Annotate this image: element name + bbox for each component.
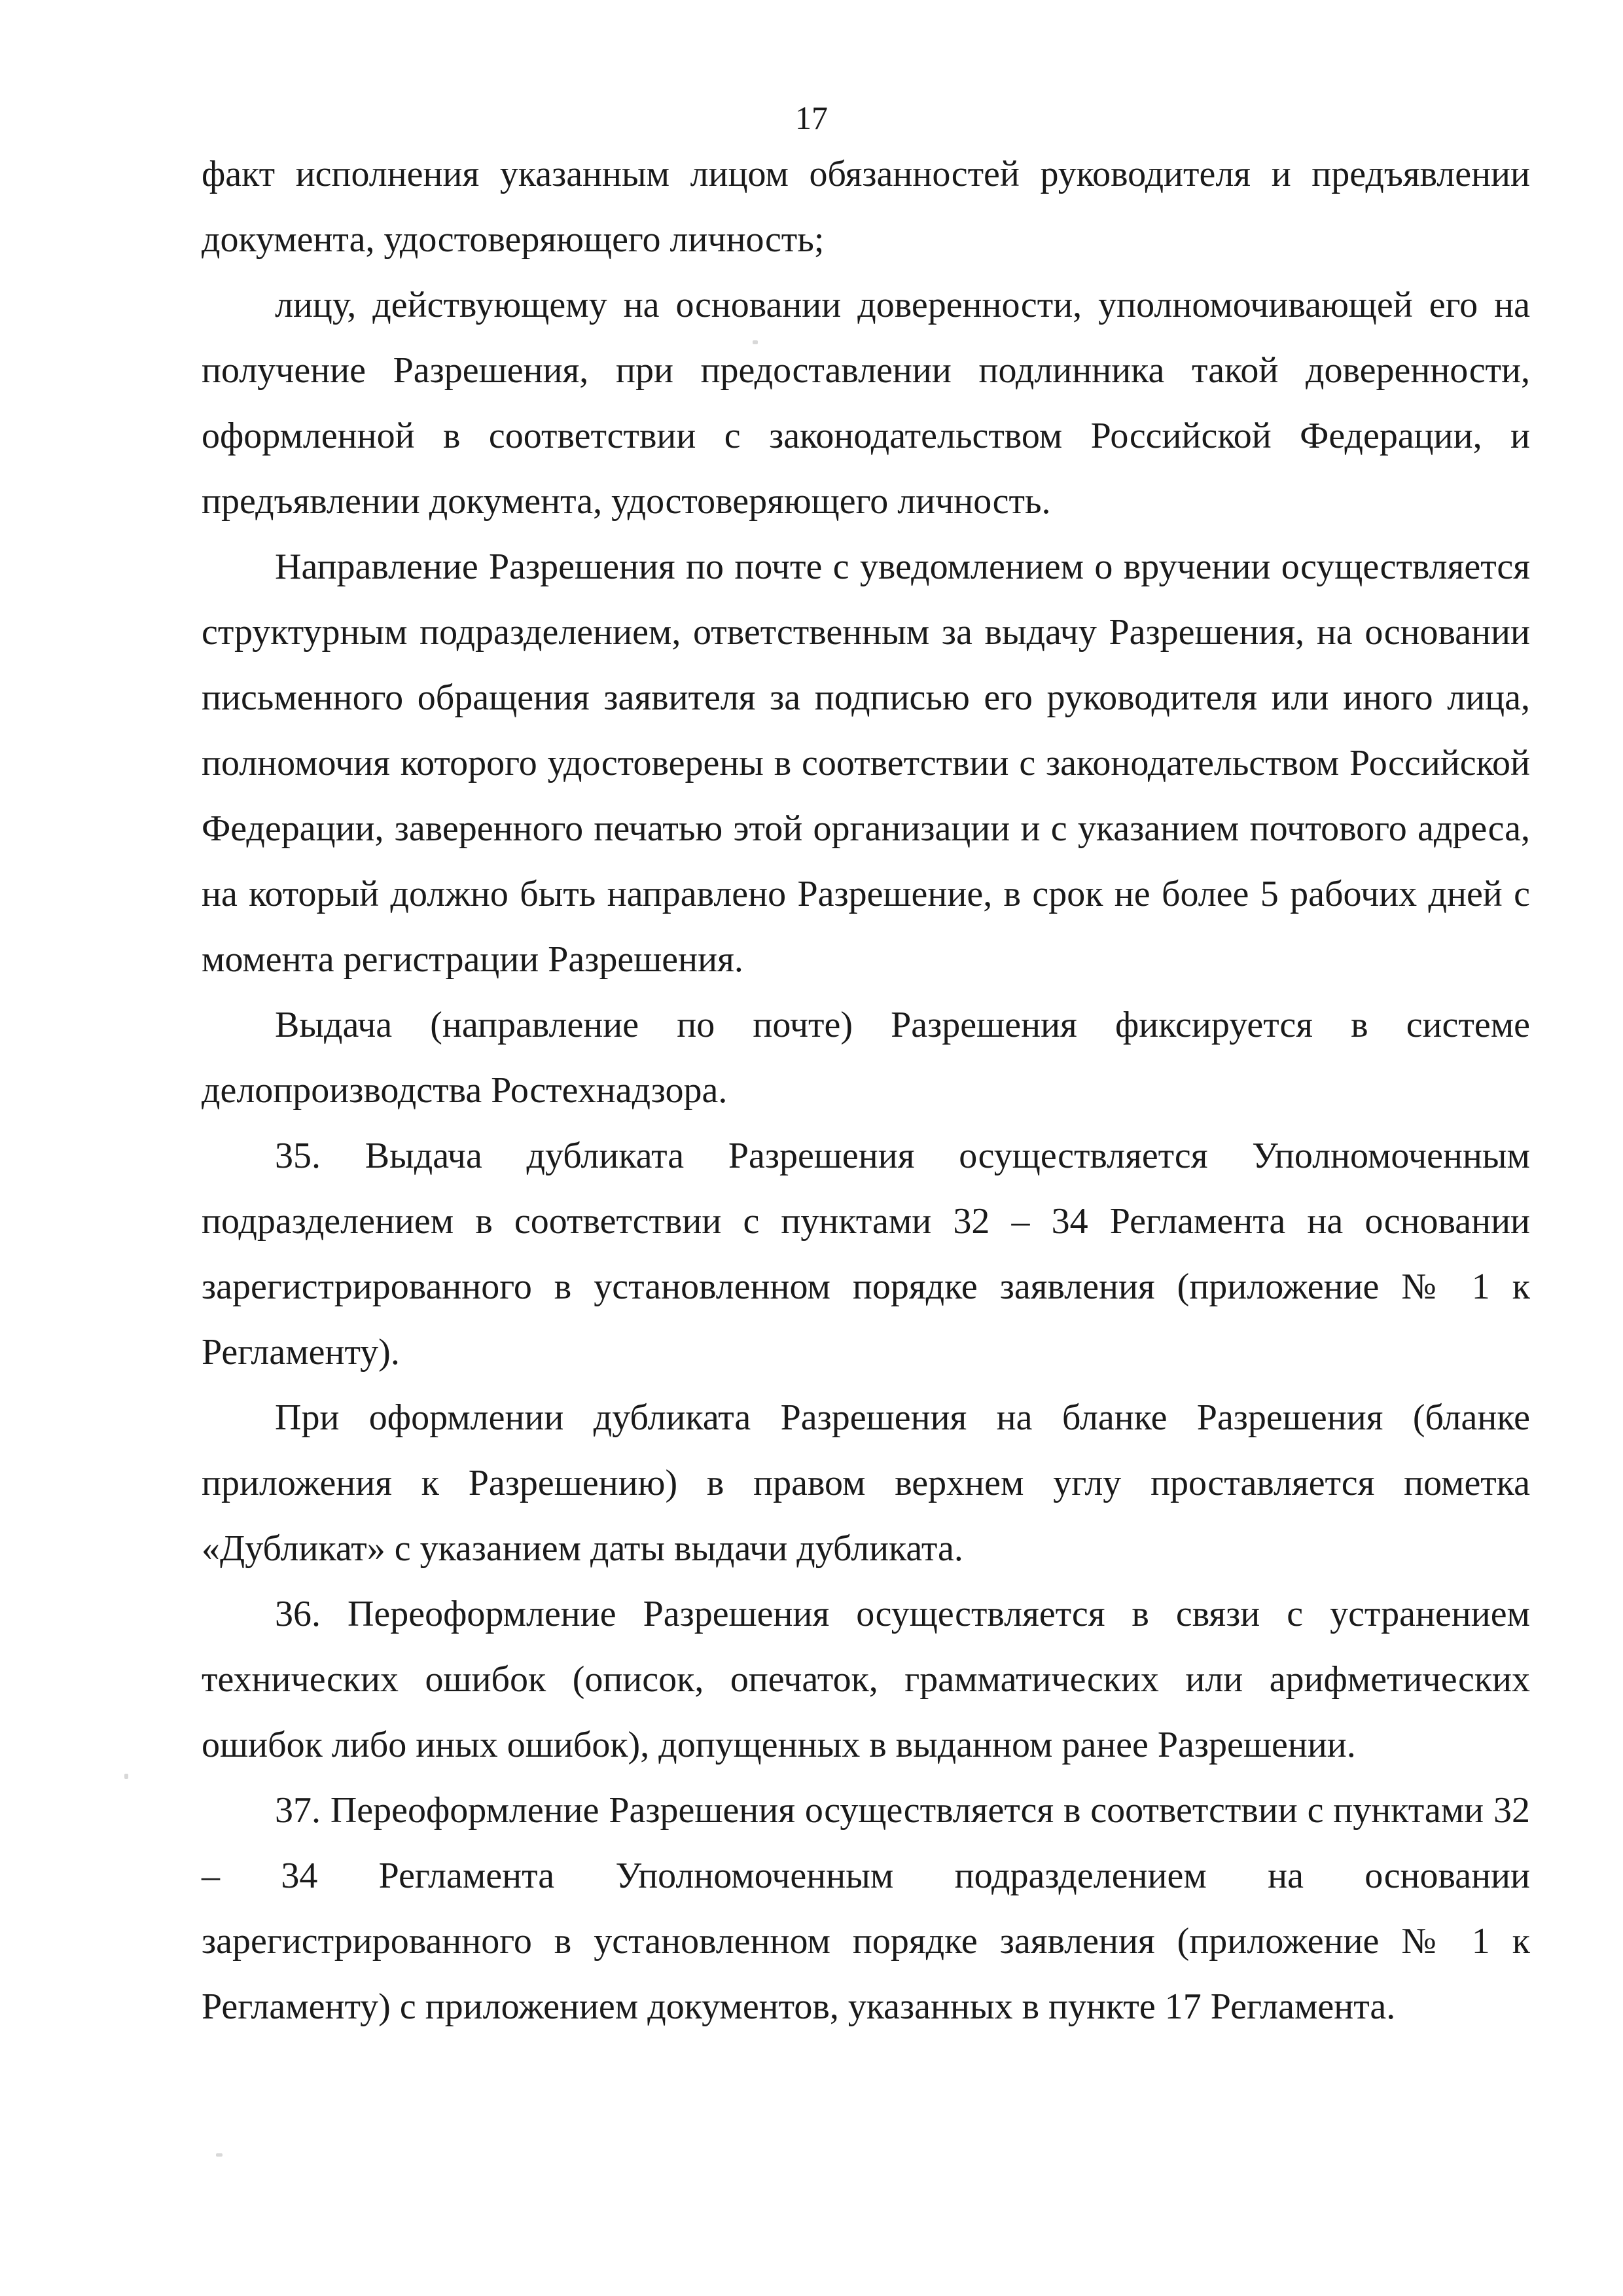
paragraph-duplicate-mark: При оформлении дубликата Разрешения на бланке Разрешения (бланке приложения к Разрешению) в правом верхнем углу проставляется пометка «Дубликат» с указанием даты выдачи дубликата.	[202, 1397, 1530, 1569]
paragraph-power-of-attorney: лицу, действующему на основании доверенности, уполномочивающей его на получение Разрешения, при предоставлении подлинника такой доверенности, оформленной в соответствии с законодательством Российской Федерации, и предъявлении документа, удостоверяющего личность.	[202, 285, 1530, 522]
scan-speck	[124, 1774, 128, 1779]
paragraph-item-35-duplicate: 35. Выдача дубликата Разрешения осуществляется Уполномоченным подразделением в соответствии с пунктами 32 – 34 Регламента на основании зарегистрированного в установленном порядке заявления (приложение № 1 к Регламенту).	[202, 1136, 1530, 1372]
paragraph-item-37-reissue-procedure: 37. Переоформление Разрешения осуществляется в соответствии с пунктами 32 – 34 Регламента Уполномоченным подразделением на основании зарегистрированного в установленном порядке заявления (приложение № 1 к Регламенту) с приложением документов, указанных в пункте 17 Регламента.	[202, 1790, 1530, 2027]
paragraph-issuance-recording: Выдача (направление по почте) Разрешения фиксируется в системе делопроизводства Ростехнадзора.	[202, 1005, 1530, 1111]
paragraph-fact-of-duties: факт исполнения указанным лицом обязанностей руководителя и предъявлении документа, удостоверяющего личность;	[202, 154, 1530, 260]
paragraph-item-36-reissue: 36. Переоформление Разрешения осуществляется в связи с устранением технических ошибок (описок, опечаток, грамматических или арифметических ошибок либо иных ошибок), допущенных в выданном ранее Разрешении.	[202, 1594, 1530, 1765]
scan-speck	[216, 2153, 223, 2157]
page-number: 17	[795, 99, 828, 136]
paragraph-mail-delivery: Направление Разрешения по почте с уведомлением о вручении осуществляется структурным подразделением, ответственным за выдачу Разрешения, на основании письменного обращения заявителя за подписью его руководителя или иного лица, полномочия которого удостоверены в соответствии с законодательством Российской Федерации, заверенного печатью этой организации и с указанием почтового адреса, на который должно быть направлено Разрешение, в срок не более 5 рабочих дней с момента регистрации Разрешения.	[202, 547, 1530, 980]
scan-speck	[753, 340, 758, 344]
document-body	[202, 141, 1530, 2039]
